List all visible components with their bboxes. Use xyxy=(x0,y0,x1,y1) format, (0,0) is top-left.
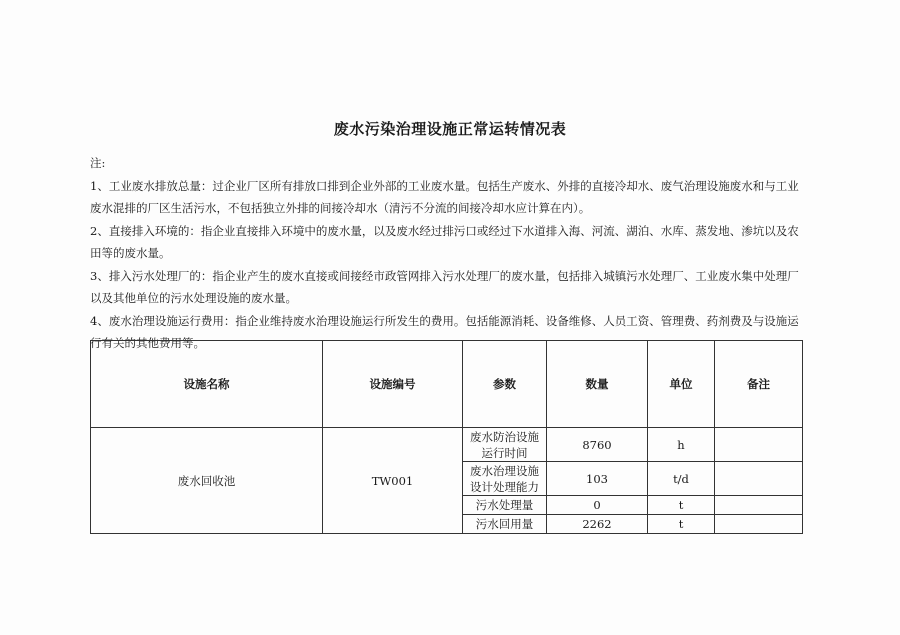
cell-facility-code: TW001 xyxy=(323,428,463,534)
header-parameter: 参数 xyxy=(463,341,547,428)
cell-remark xyxy=(715,515,803,534)
document-title: 废水污染治理设施正常运转情况表 xyxy=(333,120,567,138)
table-header-row xyxy=(91,341,803,428)
header-quantity: 数量 xyxy=(547,341,648,428)
facility-table xyxy=(90,340,803,534)
cell-param: 废水防治设施运行时间 xyxy=(463,428,547,462)
cell-remark xyxy=(715,462,803,496)
cell-param: 污水处理量 xyxy=(463,496,547,515)
cell-param: 污水回用量 xyxy=(463,515,547,534)
cell-qty: 0 xyxy=(547,496,648,515)
note-item-2: 2、直接排入环境的：指企业直接排入环境中的废水量，以及废水经过排污口或经过下水道排入海、河流、湖泊、水库、蒸发地、渗坑以及农田等的废水量。 xyxy=(90,223,799,260)
cell-remark xyxy=(715,428,803,462)
header-remark: 备注 xyxy=(715,341,803,428)
cell-remark xyxy=(715,496,803,515)
header-facility-name: 设施名称 xyxy=(91,341,323,428)
note-item-4: 4、废水治理设施运行费用：指企业维持废水治理设施运行所发生的费用。包括能源消耗、设备维修、人员工资、管理费、药剂费及与设施运行有关的其他费用等。 xyxy=(90,313,799,350)
header-facility-code: 设施编号 xyxy=(323,341,463,428)
notes-section xyxy=(90,152,810,355)
cell-unit: t xyxy=(648,496,715,515)
note-item-1: 1、工业废水排放总量：过企业厂区所有排放口排到企业外部的工业废水量。包括生产废水、外排的直接冷却水、废气治理设施废水和与工业废水混排的厂区生活污水，不包括独立外排的间接冷却水（清污不分流的间接冷却水应计算在内）。 xyxy=(90,178,799,215)
table-row xyxy=(91,428,803,462)
cell-unit: t xyxy=(648,515,715,534)
cell-qty: 8760 xyxy=(547,428,648,462)
cell-qty: 2262 xyxy=(547,515,648,534)
cell-unit: t/d xyxy=(648,462,715,496)
note-item-3: 3、排入污水处理厂的：指企业产生的废水直接或间接经市政管网排入污水处理厂的废水量，包括排入城镇污水处理厂、工业废水集中处理厂以及其他单位的污水处理设施的废水量。 xyxy=(90,268,799,305)
cell-param: 废水治理设施设计处理能力 xyxy=(463,462,547,496)
cell-facility-name: 废水回收池 xyxy=(91,428,323,534)
cell-unit: h xyxy=(648,428,715,462)
cell-qty: 103 xyxy=(547,462,648,496)
header-unit: 单位 xyxy=(648,341,715,428)
notes-heading: 注: xyxy=(90,156,106,170)
